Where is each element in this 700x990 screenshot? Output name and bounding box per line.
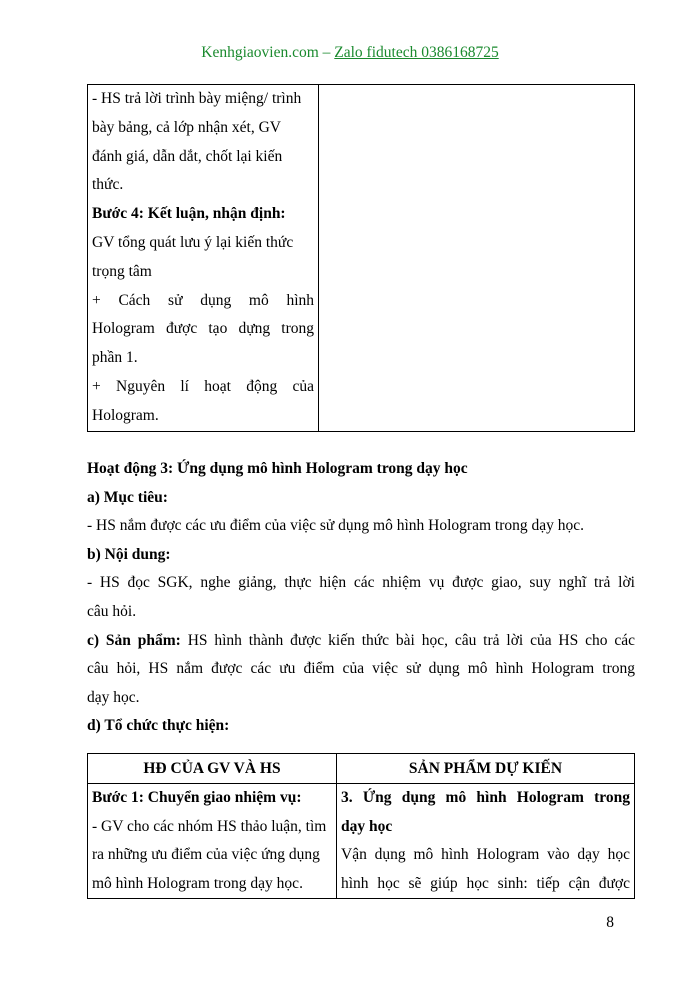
text-line: mô hình Hologram trong dạy học. [92,874,303,892]
text-line: + Nguyên lí hoạt động của [92,377,314,395]
expected-product-cell [319,85,635,432]
text-line: Hologram. [92,406,159,424]
text-line: hình học sẽ giúp học sinh: tiếp cận được [341,874,630,892]
text-line: GV tổng quát lưu ý lại kiến thức [92,233,294,251]
text-line: thức. [92,176,124,194]
product-text: câu hỏi, HS nắm được các ưu điểm của việc sử dụng mô hình Hologram trong [87,660,635,678]
objective-label: a) Mục tiêu: [87,488,168,506]
content-label: b) Nội dung: [87,545,171,563]
text-line: + Cách sử dụng mô hình [92,291,314,309]
content-text: - HS đọc SGK, nghe giảng, thực hiện các nhiệm vụ được giao, suy nghĩ trả lời [87,574,635,592]
product-label: c) Sản phẩm: [87,631,181,649]
text-line: Hologram được tạo dựng trong [92,320,314,338]
activity-table-continued [87,84,635,432]
activity-3-section [87,455,635,741]
page-number: 8 [606,914,614,931]
text-line: trọng tâm [92,262,152,280]
product-text: dạy học. [87,688,140,706]
text-line: ra những ưu điểm của việc ứng dụng [92,846,320,863]
product-text: HS hình thành được kiến thức bài học, câu trả lời của HS cho các [180,631,635,649]
step1-heading: Bước 1: Chuyển giao nhiệm vụ: [92,789,302,806]
product-title: 3. Ứng dụng mô hình Hologram trong [341,789,630,806]
site-name: Kenhgiaovien.com [201,44,319,61]
expected-product-cell [337,784,635,899]
column-header-activity: HĐ CỦA GV VÀ HS [88,754,337,784]
text-line: bày bảng, cả lớp nhận xét, GV [92,118,281,136]
section-title: Hoạt động 3: Ứng dụng mô hình Hologram trong dạy học [87,460,468,477]
organization-label: d) Tổ chức thực hiện: [87,717,230,735]
zalo-link[interactable]: Zalo fidutech 0386168725 [334,44,499,61]
content-text: câu hỏi. [87,602,137,620]
objective-text: - HS nắm được các ưu điểm của việc sử dụng mô hình Hologram trong dạy học. [87,517,584,535]
teacher-student-cell [88,784,337,899]
header-separator: – [318,44,335,61]
page-header [0,44,700,62]
text-line: - GV cho các nhóm HS thảo luận, tìm [92,817,327,835]
text-line: phần 1. [92,349,138,367]
text-line: Vận dụng mô hình Hologram vào dạy học [341,846,630,863]
text-line: - HS trả lời trình bày miệng/ trình [92,90,302,107]
teacher-student-cell [88,85,319,432]
activity-3-table [87,753,635,899]
text-line: đánh giá, dẫn dắt, chốt lại kiến [92,147,283,165]
product-title: dạy học [341,817,393,835]
column-header-product: SẢN PHẨM DỰ KIẾN [337,754,635,784]
step4-heading: Bước 4: Kết luận, nhận định: [92,205,286,223]
